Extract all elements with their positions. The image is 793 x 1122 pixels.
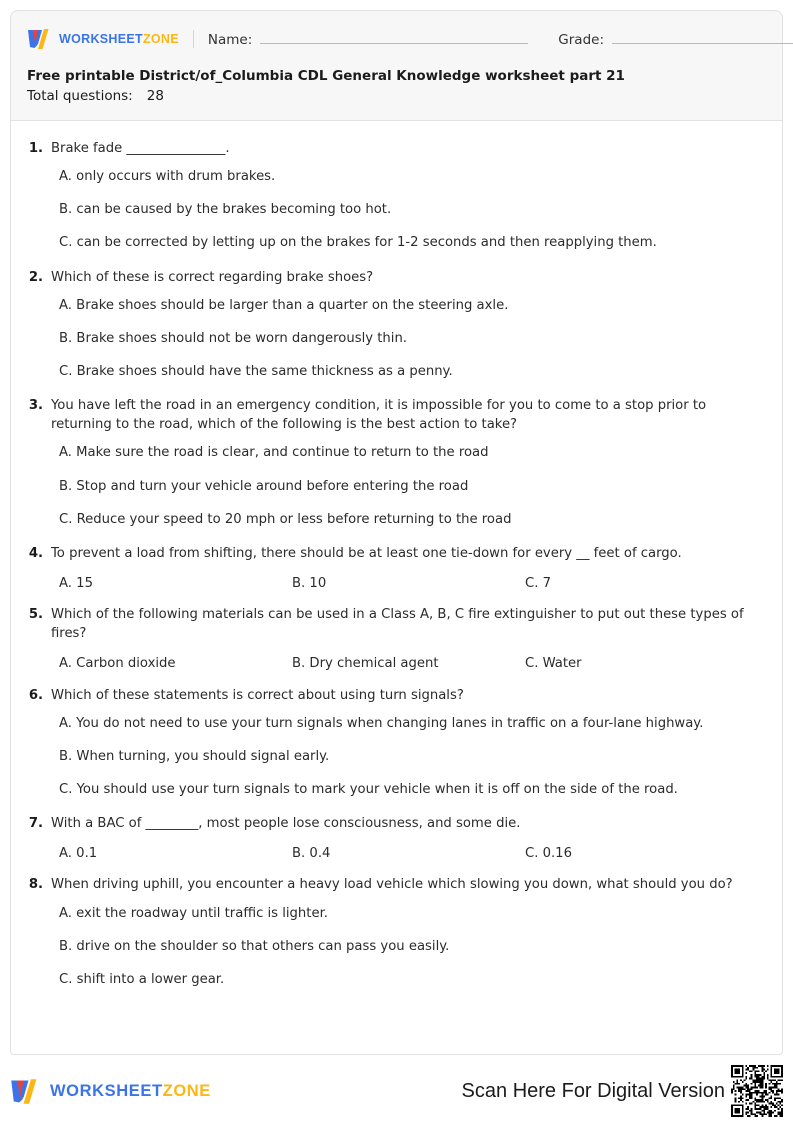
question-block (27, 875, 766, 996)
total-questions-count: 28 (146, 88, 164, 105)
qr-code-icon[interactable] (731, 1065, 783, 1117)
option-item[interactable]: C. 7 (525, 575, 551, 591)
option-item[interactable]: B. Brake shoes should not be worn dangerously thin. (59, 330, 407, 346)
worksheet-title: Free printable District/of_Columbia CDL General Knowledge worksheet part 21 (27, 68, 625, 84)
question-header (27, 605, 766, 643)
question-text: Which of these statements is correct about using turn signals? (51, 687, 464, 703)
total-questions-label: Total questions: (27, 88, 133, 105)
question-header (27, 268, 766, 287)
question-block (27, 814, 766, 867)
question-number: 8. (28, 877, 43, 893)
options-group (27, 160, 766, 259)
question-number: 5. (28, 607, 43, 623)
options-row (27, 565, 766, 597)
header-top-row (27, 25, 766, 53)
option-item[interactable]: A. exit the roadway until traffic is lighter. (59, 905, 328, 921)
question-text: With a BAC of ________, most people lose consciousness, and some die. (51, 816, 521, 832)
options-row (27, 645, 766, 677)
scan-label: Scan Here For Digital Version (461, 1079, 725, 1102)
question-block (27, 605, 766, 677)
name-field-line[interactable] (260, 31, 528, 44)
option-item[interactable]: B. 10 (292, 575, 327, 591)
option-item[interactable]: A. 0.1 (59, 846, 98, 862)
option-item[interactable]: A. Carbon dioxide (59, 656, 176, 672)
options-group (27, 436, 766, 535)
worksheet-title-block (27, 67, 766, 104)
option-item[interactable]: A. 15 (59, 575, 93, 591)
footer-brand-name-zone: ZONE (162, 1081, 211, 1100)
option-item[interactable]: C. can be corrected by letting up on the brakes for 1-2 seconds and then reapplying them. (59, 235, 657, 251)
question-text: Brake fade _______________. (51, 141, 230, 156)
option-item[interactable]: B. When turning, you should signal early. (59, 748, 330, 764)
options-group (27, 565, 766, 597)
option-item[interactable]: B. can be caused by the brakes becoming too hot. (59, 202, 392, 218)
brand-name-worksheet: WORKSHEET (59, 32, 143, 46)
footer-scan-block (462, 1065, 783, 1117)
question-block (27, 139, 766, 260)
questions-list (10, 120, 783, 1055)
question-header (27, 139, 766, 158)
option-item[interactable]: C. 0.16 (525, 846, 572, 862)
total-questions (27, 88, 766, 104)
question-text: Which of these is correct regarding brake shoes? (51, 269, 374, 285)
option-item[interactable]: B. Dry chemical agent (292, 656, 439, 672)
options-group (27, 835, 766, 867)
question-number: 1. (28, 141, 43, 156)
option-item[interactable]: A. only occurs with drum brakes. (59, 169, 276, 185)
option-item[interactable]: B. 0.4 (292, 846, 331, 862)
grade-field[interactable] (558, 31, 793, 48)
header-divider (193, 30, 194, 48)
grade-field-line[interactable] (612, 31, 793, 44)
question-header (27, 814, 766, 833)
option-item[interactable]: C. Water (525, 656, 582, 672)
option-item[interactable]: B. drive on the shoulder so that others can pass you easily. (59, 938, 450, 954)
option-item[interactable]: C. You should use your turn signals to mark your vehicle when it is off on the side of the road. (59, 781, 678, 797)
options-group (27, 289, 766, 388)
option-item[interactable]: C. shift into a lower gear. (59, 971, 225, 987)
question-number: 7. (28, 816, 43, 832)
option-item[interactable]: A. You do not need to use your turn signals when changing lanes in traffic on a four-lane highway. (59, 715, 704, 731)
grade-field-label: Grade: (558, 31, 604, 48)
option-item[interactable]: C. Reduce your speed to 20 mph or less before returning to the road (59, 511, 512, 527)
name-field[interactable] (208, 31, 528, 48)
question-text: To prevent a load from shifting, there should be at least one tie-down for every __ feet of cargo. (51, 545, 682, 561)
option-item[interactable]: A. Brake shoes should be larger than a quarter on the steering axle. (59, 297, 509, 313)
worksheet-zone-logo-icon (10, 1078, 42, 1105)
question-header (27, 544, 766, 563)
question-block (27, 686, 766, 807)
question-number: 4. (28, 545, 43, 561)
brand-name-zone: ZONE (142, 32, 179, 46)
worksheet-header (10, 10, 783, 120)
question-block (27, 268, 766, 389)
brand-logo[interactable] (27, 28, 179, 50)
worksheet-zone-logo-icon (27, 28, 53, 50)
footer-brand-name-worksheet: WORKSHEET (50, 1081, 163, 1100)
name-field-label: Name: (207, 31, 253, 48)
option-item[interactable]: A. Make sure the road is clear, and continue to return to the road (59, 445, 489, 461)
question-block (27, 544, 766, 597)
question-header (27, 875, 766, 894)
question-text: Which of the following materials can be used in a Class A, B, C fire extinguisher to put out these types of fires? (51, 607, 744, 642)
option-item[interactable]: B. Stop and turn your vehicle around before entering the road (59, 478, 469, 494)
options-group (27, 645, 766, 677)
question-text: You have left the road in an emergency condition, it is impossible for you to come to a stop prior to returning to the road, which of the following is the best action to take? (51, 398, 707, 433)
question-header (27, 686, 766, 705)
brand-logo-text (59, 32, 179, 46)
question-number: 2. (28, 269, 43, 285)
question-header (27, 396, 766, 434)
question-block (27, 396, 766, 536)
options-group (27, 897, 766, 996)
footer-brand-logo-text (50, 1082, 211, 1101)
options-row (27, 835, 766, 867)
option-item[interactable]: C. Brake shoes should have the same thickness as a penny. (59, 363, 453, 379)
footer-brand-logo[interactable] (10, 1078, 211, 1105)
question-text: When driving uphill, you encounter a heavy load vehicle which slowing you down, what should you do? (51, 877, 733, 893)
question-number: 3. (28, 398, 43, 414)
question-number: 6. (28, 687, 43, 703)
options-group (27, 707, 766, 806)
page-footer (10, 1066, 783, 1116)
